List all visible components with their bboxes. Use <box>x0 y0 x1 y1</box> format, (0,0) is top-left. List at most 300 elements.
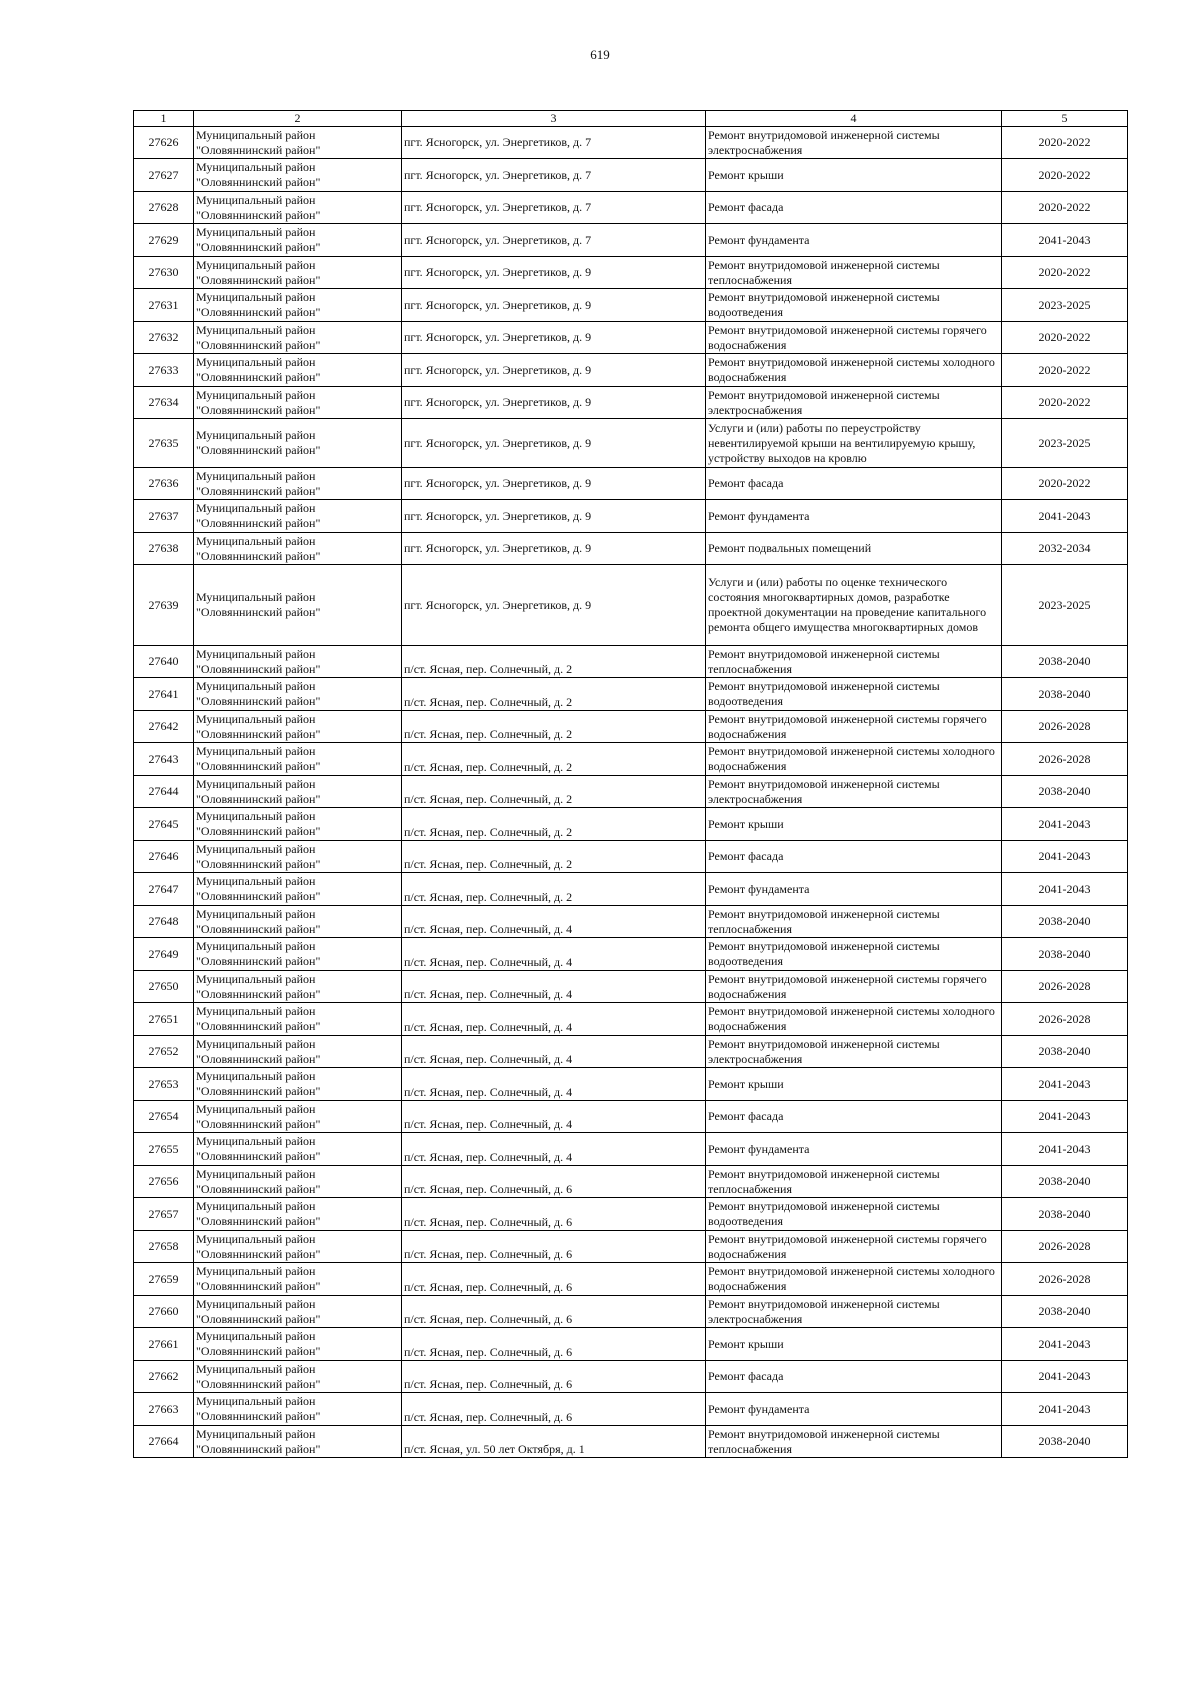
row-number: 27657 <box>134 1198 194 1231</box>
municipality-line: "Оловяннинский район" <box>196 142 321 157</box>
municipality-line: "Оловяннинский район" <box>196 175 321 189</box>
work-type-cell: Ремонт внутридомовой инженерной системы горячего водоснабжения <box>706 1231 1002 1263</box>
municipality-cell <box>194 678 402 711</box>
municipality-cell <box>194 1231 402 1263</box>
row-number: 27633 <box>134 354 194 387</box>
municipality-line: "Оловяннинский район" <box>196 759 321 773</box>
work-type-cell: Ремонт внутридомовой инженерной системы холодного водоснабжения <box>706 1003 1002 1036</box>
address-cell: п/ст. Ясная, пер. Солнечный, д. 4 <box>402 1068 706 1101</box>
row-number: 27627 <box>134 159 194 192</box>
table-row <box>134 1426 1128 1458</box>
period-cell: 2020-2022 <box>1002 257 1128 289</box>
municipality-line: Муниципальный район <box>196 590 316 604</box>
municipality-cell <box>194 938 402 971</box>
work-type-cell: Ремонт фундамента <box>706 873 1002 906</box>
municipality-cell <box>194 1133 402 1166</box>
header-col-1: 1 <box>134 111 194 127</box>
municipality-cell <box>194 808 402 841</box>
municipality-cell <box>194 289 402 322</box>
table-row <box>134 257 1128 289</box>
row-number: 27649 <box>134 938 194 971</box>
municipality-line: "Оловяннинский район" <box>196 856 321 871</box>
period-cell: 2041-2043 <box>1002 1068 1128 1101</box>
municipality-line: "Оловяннинский район" <box>196 1344 321 1358</box>
work-type-cell: Ремонт внутридомовой инженерной системы электроснабжения <box>706 776 1002 808</box>
address-cell: п/ст. Ясная, пер. Солнечный, д. 6 <box>402 1166 706 1198</box>
table-row <box>134 743 1128 776</box>
municipality-cell <box>194 192 402 224</box>
period-cell: 2023-2025 <box>1002 419 1128 468</box>
work-type-cell: Ремонт фундамента <box>706 224 1002 257</box>
municipality-line: Муниципальный район <box>196 428 316 442</box>
municipality-line: Муниципальный район <box>196 127 316 142</box>
table-row <box>134 565 1128 646</box>
table-body <box>134 127 1128 1458</box>
period-cell: 2038-2040 <box>1002 1426 1128 1458</box>
municipality-cell <box>194 354 402 387</box>
period-cell: 2038-2040 <box>1002 1296 1128 1328</box>
period-cell: 2038-2040 <box>1002 678 1128 711</box>
work-type-cell: Ремонт внутридомовой инженерной системы электроснабжения <box>706 1036 1002 1068</box>
municipality-line: "Оловяннинский район" <box>196 921 321 936</box>
table-row <box>134 808 1128 841</box>
address-cell: п/ст. Ясная, пер. Солнечный, д. 2 <box>402 678 706 711</box>
address-cell: пгт. Ясногорск, ул. Энергетиков, д. 7 <box>402 159 706 192</box>
table-row <box>134 1003 1128 1036</box>
municipality-cell <box>194 533 402 565</box>
work-type-cell: Ремонт внутридомовой инженерной системы теплоснабжения <box>706 257 1002 289</box>
row-number: 27645 <box>134 808 194 841</box>
municipality-cell <box>194 906 402 938</box>
municipality-cell <box>194 1426 402 1458</box>
period-cell: 2026-2028 <box>1002 971 1128 1003</box>
municipality-line: Муниципальный район <box>196 1036 316 1051</box>
address-cell: п/ст. Ясная, пер. Солнечный, д. 6 <box>402 1361 706 1393</box>
municipality-line: "Оловяннинский район" <box>196 1246 321 1261</box>
municipality-line: Муниципальный район <box>196 841 316 856</box>
municipality-line: "Оловяннинский район" <box>196 1214 321 1228</box>
work-type-cell: Ремонт фасада <box>706 1361 1002 1393</box>
municipality-line: "Оловяннинский район" <box>196 986 321 1001</box>
municipality-cell <box>194 873 402 906</box>
row-number: 27646 <box>134 841 194 873</box>
municipality-cell <box>194 646 402 678</box>
municipality-line: Муниципальный район <box>196 290 316 304</box>
municipality-cell <box>194 224 402 257</box>
municipality-cell <box>194 711 402 743</box>
row-number: 27663 <box>134 1393 194 1426</box>
period-cell: 2041-2043 <box>1002 1361 1128 1393</box>
work-type-cell: Ремонт внутридомовой инженерной системы водоотведения <box>706 678 1002 711</box>
address-cell: пгт. Ясногорск, ул. Энергетиков, д. 9 <box>402 387 706 419</box>
work-type-cell: Ремонт фасада <box>706 468 1002 500</box>
row-number: 27650 <box>134 971 194 1003</box>
table-row <box>134 127 1128 159</box>
work-type-cell: Ремонт внутридомовой инженерной системы теплоснабжения <box>706 1166 1002 1198</box>
municipality-line: Муниципальный район <box>196 322 316 337</box>
row-number: 27637 <box>134 500 194 533</box>
municipality-line: "Оловяннинский район" <box>196 1409 321 1423</box>
table-row <box>134 873 1128 906</box>
work-type-cell: Ремонт внутридомовой инженерной системы холодного водоснабжения <box>706 354 1002 387</box>
address-cell: п/ст. Ясная, пер. Солнечный, д. 4 <box>402 1101 706 1133</box>
row-number: 27628 <box>134 192 194 224</box>
table-row <box>134 776 1128 808</box>
table-row <box>134 322 1128 354</box>
table-row <box>134 500 1128 533</box>
address-cell: пгт. Ясногорск, ул. Энергетиков, д. 7 <box>402 192 706 224</box>
work-type-cell: Ремонт внутридомовой инженерной системы электроснабжения <box>706 1296 1002 1328</box>
municipality-cell <box>194 776 402 808</box>
municipality-line: "Оловяннинский район" <box>196 516 321 530</box>
row-number: 27651 <box>134 1003 194 1036</box>
table-row <box>134 1101 1128 1133</box>
municipality-cell <box>194 1263 402 1296</box>
municipality-line: Муниципальный район <box>196 501 316 515</box>
municipality-cell <box>194 257 402 289</box>
table-row <box>134 354 1128 387</box>
row-number: 27647 <box>134 873 194 906</box>
municipality-line: "Оловяннинский район" <box>196 1116 321 1131</box>
period-cell: 2041-2043 <box>1002 1133 1128 1166</box>
row-number: 27632 <box>134 322 194 354</box>
municipality-line: Муниципальный район <box>196 1166 316 1181</box>
municipality-line: Муниципальный район <box>196 1264 316 1278</box>
address-cell: пгт. Ясногорск, ул. Энергетиков, д. 9 <box>402 468 706 500</box>
municipality-line: "Оловяннинский район" <box>196 443 321 457</box>
row-number: 27664 <box>134 1426 194 1458</box>
address-cell: п/ст. Ясная, пер. Солнечный, д. 4 <box>402 1003 706 1036</box>
table-row <box>134 1361 1128 1393</box>
address-cell: п/ст. Ясная, пер. Солнечный, д. 2 <box>402 808 706 841</box>
municipality-line: Муниципальный район <box>196 160 316 174</box>
municipality-line: "Оловяннинский район" <box>196 483 321 498</box>
municipality-line: Муниципальный район <box>196 939 316 953</box>
table-row <box>134 533 1128 565</box>
row-number: 27652 <box>134 1036 194 1068</box>
period-cell: 2020-2022 <box>1002 387 1128 419</box>
period-cell: 2038-2040 <box>1002 938 1128 971</box>
row-number: 27660 <box>134 1296 194 1328</box>
municipality-cell <box>194 1296 402 1328</box>
municipality-cell <box>194 1361 402 1393</box>
row-number: 27634 <box>134 387 194 419</box>
row-number: 27656 <box>134 1166 194 1198</box>
row-number: 27654 <box>134 1101 194 1133</box>
address-cell: пгт. Ясногорск, ул. Энергетиков, д. 9 <box>402 289 706 322</box>
municipality-cell <box>194 468 402 500</box>
address-cell: п/ст. Ясная, пер. Солнечный, д. 6 <box>402 1231 706 1263</box>
municipality-line: "Оловяннинский район" <box>196 402 321 417</box>
municipality-line: "Оловяннинский район" <box>196 1149 321 1163</box>
address-cell: п/ст. Ясная, пер. Солнечный, д. 4 <box>402 906 706 938</box>
period-cell: 2026-2028 <box>1002 743 1128 776</box>
period-cell: 2041-2043 <box>1002 808 1128 841</box>
period-cell: 2020-2022 <box>1002 127 1128 159</box>
municipality-line: Муниципальный район <box>196 971 316 986</box>
work-type-cell: Ремонт крыши <box>706 159 1002 192</box>
period-cell: 2038-2040 <box>1002 776 1128 808</box>
row-number: 27638 <box>134 533 194 565</box>
municipality-line: "Оловяннинский район" <box>196 1441 321 1456</box>
municipality-line: Муниципальный район <box>196 355 316 369</box>
address-cell: п/ст. Ясная, пер. Солнечный, д. 6 <box>402 1393 706 1426</box>
table-row <box>134 1036 1128 1068</box>
table-row <box>134 1198 1128 1231</box>
address-cell: п/ст. Ясная, пер. Солнечный, д. 2 <box>402 743 706 776</box>
header-col-3: 3 <box>402 111 706 127</box>
address-cell: пгт. Ясногорск, ул. Энергетиков, д. 9 <box>402 257 706 289</box>
municipality-line: Муниципальный район <box>196 1004 316 1018</box>
period-cell: 2038-2040 <box>1002 1166 1128 1198</box>
municipality-cell <box>194 841 402 873</box>
municipality-cell <box>194 1003 402 1036</box>
period-cell: 2038-2040 <box>1002 646 1128 678</box>
address-cell: п/ст. Ясная, пер. Солнечный, д. 2 <box>402 776 706 808</box>
table-header <box>134 111 1128 127</box>
municipality-line: "Оловяннинский район" <box>196 1019 321 1033</box>
address-cell: пгт. Ясногорск, ул. Энергетиков, д. 9 <box>402 565 706 646</box>
municipality-line: Муниципальный район <box>196 1134 316 1148</box>
table-row <box>134 906 1128 938</box>
municipality-cell <box>194 322 402 354</box>
municipality-cell <box>194 1198 402 1231</box>
work-type-cell: Ремонт внутридомовой инженерной системы теплоснабжения <box>706 646 1002 678</box>
municipality-line: Муниципальный район <box>196 1231 316 1246</box>
municipality-cell <box>194 565 402 646</box>
municipality-line: "Оловяннинский район" <box>196 889 321 903</box>
table-row <box>134 192 1128 224</box>
municipality-line: "Оловяннинский район" <box>196 824 321 838</box>
municipality-line: Муниципальный район <box>196 533 316 548</box>
work-type-cell: Ремонт фундамента <box>706 500 1002 533</box>
address-cell: п/ст. Ясная, пер. Солнечный, д. 2 <box>402 646 706 678</box>
work-type-cell: Ремонт крыши <box>706 808 1002 841</box>
period-cell: 2038-2040 <box>1002 1036 1128 1068</box>
row-number: 27639 <box>134 565 194 646</box>
municipality-cell <box>194 1166 402 1198</box>
address-cell: пгт. Ясногорск, ул. Энергетиков, д. 9 <box>402 500 706 533</box>
period-cell: 2020-2022 <box>1002 192 1128 224</box>
municipality-line: Муниципальный район <box>196 1101 316 1116</box>
address-cell: пгт. Ясногорск, ул. Энергетиков, д. 7 <box>402 127 706 159</box>
table-row <box>134 387 1128 419</box>
municipality-cell <box>194 419 402 468</box>
municipality-cell <box>194 1068 402 1101</box>
work-type-cell: Ремонт внутридомовой инженерной системы холодного водоснабжения <box>706 1263 1002 1296</box>
municipality-cell <box>194 159 402 192</box>
municipality-cell <box>194 971 402 1003</box>
municipality-line: Муниципальный район <box>196 679 316 693</box>
header-col-2: 2 <box>194 111 402 127</box>
table-row <box>134 841 1128 873</box>
period-cell: 2032-2034 <box>1002 533 1128 565</box>
register-table <box>133 110 1128 1458</box>
period-cell: 2041-2043 <box>1002 873 1128 906</box>
row-number: 27641 <box>134 678 194 711</box>
period-cell: 2038-2040 <box>1002 1198 1128 1231</box>
municipality-line: "Оловяннинский район" <box>196 240 321 254</box>
municipality-line: "Оловяннинский район" <box>196 1311 321 1326</box>
municipality-line: "Оловяннинский район" <box>196 370 321 384</box>
table-row <box>134 646 1128 678</box>
work-type-cell: Ремонт внутридомовой инженерной системы водоотведения <box>706 938 1002 971</box>
period-cell: 2026-2028 <box>1002 711 1128 743</box>
municipality-cell <box>194 127 402 159</box>
municipality-line: Муниципальный район <box>196 192 316 207</box>
table-row <box>134 1231 1128 1263</box>
work-type-cell: Ремонт фундамента <box>706 1393 1002 1426</box>
page-number: 619 <box>590 47 610 62</box>
row-number: 27635 <box>134 419 194 468</box>
municipality-line: "Оловяннинский район" <box>196 605 321 619</box>
municipality-line: "Оловяннинский район" <box>196 337 321 352</box>
table-row <box>134 1166 1128 1198</box>
municipality-line: "Оловяннинский район" <box>196 694 321 708</box>
header-col-4: 4 <box>706 111 1002 127</box>
address-cell: п/ст. Ясная, пер. Солнечный, д. 6 <box>402 1198 706 1231</box>
period-cell: 2041-2043 <box>1002 1393 1128 1426</box>
address-cell: пгт. Ясногорск, ул. Энергетиков, д. 9 <box>402 419 706 468</box>
work-type-cell: Ремонт внутридомовой инженерной системы теплоснабжения <box>706 906 1002 938</box>
municipality-line: Муниципальный район <box>196 257 316 272</box>
municipality-line: "Оловяннинский район" <box>196 726 321 741</box>
period-cell: 2041-2043 <box>1002 841 1128 873</box>
period-cell: 2020-2022 <box>1002 322 1128 354</box>
municipality-line: "Оловяннинский район" <box>196 1051 321 1066</box>
address-cell: п/ст. Ясная, пер. Солнечный, д. 4 <box>402 1036 706 1068</box>
municipality-line: Муниципальный район <box>196 1361 316 1376</box>
municipality-line: Муниципальный район <box>196 744 316 758</box>
table-row <box>134 1296 1128 1328</box>
work-type-cell: Ремонт крыши <box>706 1068 1002 1101</box>
table-row <box>134 1263 1128 1296</box>
work-type-cell: Ремонт внутридомовой инженерной системы горячего водоснабжения <box>706 711 1002 743</box>
municipality-cell <box>194 500 402 533</box>
period-cell: 2020-2022 <box>1002 354 1128 387</box>
municipality-cell <box>194 1101 402 1133</box>
period-cell: 2041-2043 <box>1002 1101 1128 1133</box>
address-cell: пгт. Ясногорск, ул. Энергетиков, д. 9 <box>402 354 706 387</box>
row-number: 27659 <box>134 1263 194 1296</box>
work-type-cell: Услуги и (или) работы по переустройству невентилируемой крыши на вентилируемую крышу, устройству выходов на кровлю <box>706 419 1002 468</box>
row-number: 27655 <box>134 1133 194 1166</box>
municipality-line: "Оловяннинский район" <box>196 272 321 287</box>
municipality-line: "Оловяннинский район" <box>196 791 321 806</box>
address-cell: пгт. Ясногорск, ул. Энергетиков, д. 9 <box>402 322 706 354</box>
header-row <box>134 111 1128 127</box>
address-cell: п/ст. Ясная, пер. Солнечный, д. 4 <box>402 971 706 1003</box>
period-cell: 2023-2025 <box>1002 289 1128 322</box>
table-row <box>134 1068 1128 1101</box>
table-row <box>134 1393 1128 1426</box>
municipality-line: "Оловяннинский район" <box>196 661 321 676</box>
period-cell: 2020-2022 <box>1002 468 1128 500</box>
work-type-cell: Ремонт внутридомовой инженерной системы горячего водоснабжения <box>706 971 1002 1003</box>
work-type-cell: Услуги и (или) работы по оценке технического состояния многоквартирных домов, разработке проектной документации на проведение капитального ремонта общего имущества многоквартирных домов <box>706 565 1002 646</box>
municipality-line: "Оловяннинский район" <box>196 1181 321 1196</box>
address-cell: пгт. Ясногорск, ул. Энергетиков, д. 9 <box>402 533 706 565</box>
table-row <box>134 678 1128 711</box>
period-cell: 2026-2028 <box>1002 1003 1128 1036</box>
municipality-line: Муниципальный район <box>196 809 316 823</box>
row-number: 27631 <box>134 289 194 322</box>
table-row <box>134 289 1128 322</box>
work-type-cell: Ремонт фасада <box>706 841 1002 873</box>
municipality-line: Муниципальный район <box>196 387 316 402</box>
work-type-cell: Ремонт фасада <box>706 1101 1002 1133</box>
table-row <box>134 468 1128 500</box>
period-cell: 2041-2043 <box>1002 500 1128 533</box>
row-number: 27642 <box>134 711 194 743</box>
municipality-line: Муниципальный район <box>196 468 316 483</box>
work-type-cell: Ремонт крыши <box>706 1328 1002 1361</box>
municipality-line: Муниципальный район <box>196 1199 316 1213</box>
municipality-line: Муниципальный район <box>196 1296 316 1311</box>
address-cell: п/ст. Ясная, пер. Солнечный, д. 4 <box>402 1133 706 1166</box>
row-number: 27626 <box>134 127 194 159</box>
address-cell: п/ст. Ясная, пер. Солнечный, д. 2 <box>402 841 706 873</box>
period-cell: 2023-2025 <box>1002 565 1128 646</box>
row-number: 27629 <box>134 224 194 257</box>
work-type-cell: Ремонт внутридомовой инженерной системы горячего водоснабжения <box>706 322 1002 354</box>
municipality-cell <box>194 1393 402 1426</box>
row-number: 27653 <box>134 1068 194 1101</box>
row-number: 27643 <box>134 743 194 776</box>
municipality-line: Муниципальный район <box>196 711 316 726</box>
work-type-cell: Ремонт внутридомовой инженерной системы электроснабжения <box>706 127 1002 159</box>
municipality-line: Муниципальный район <box>196 906 316 921</box>
row-number: 27662 <box>134 1361 194 1393</box>
municipality-cell <box>194 743 402 776</box>
municipality-line: "Оловяннинский район" <box>196 1376 321 1391</box>
municipality-line: "Оловяннинский район" <box>196 1279 321 1293</box>
row-number: 27661 <box>134 1328 194 1361</box>
address-cell: п/ст. Ясная, пер. Солнечный, д. 2 <box>402 711 706 743</box>
table-row <box>134 711 1128 743</box>
work-type-cell: Ремонт подвальных помещений <box>706 533 1002 565</box>
municipality-line: Муниципальный район <box>196 1394 316 1408</box>
municipality-line: "Оловяннинский район" <box>196 207 321 222</box>
municipality-line: "Оловяннинский район" <box>196 548 321 563</box>
municipality-line: Муниципальный район <box>196 1329 316 1343</box>
municipality-line: "Оловяннинский район" <box>196 305 321 319</box>
municipality-cell <box>194 387 402 419</box>
address-cell: п/ст. Ясная, пер. Солнечный, д. 2 <box>402 873 706 906</box>
address-cell: п/ст. Ясная, пер. Солнечный, д. 6 <box>402 1263 706 1296</box>
work-type-cell: Ремонт внутридомовой инженерной системы холодного водоснабжения <box>706 743 1002 776</box>
period-cell: 2026-2028 <box>1002 1263 1128 1296</box>
municipality-line: Муниципальный район <box>196 1426 316 1441</box>
work-type-cell: Ремонт внутридомовой инженерной системы электроснабжения <box>706 387 1002 419</box>
work-type-cell: Ремонт внутридомовой инженерной системы водоотведения <box>706 1198 1002 1231</box>
period-cell: 2038-2040 <box>1002 906 1128 938</box>
table-row <box>134 1328 1128 1361</box>
table-row <box>134 159 1128 192</box>
row-number: 27630 <box>134 257 194 289</box>
row-number: 27644 <box>134 776 194 808</box>
period-cell: 2026-2028 <box>1002 1231 1128 1263</box>
address-cell: п/ст. Ясная, пер. Солнечный, д. 6 <box>402 1296 706 1328</box>
table-row <box>134 971 1128 1003</box>
address-cell: п/ст. Ясная, пер. Солнечный, д. 4 <box>402 938 706 971</box>
municipality-line: "Оловяннинский район" <box>196 954 321 968</box>
work-type-cell: Ремонт внутридомовой инженерной системы водоотведения <box>706 289 1002 322</box>
work-type-cell: Ремонт фасада <box>706 192 1002 224</box>
municipality-line: Муниципальный район <box>196 1069 316 1083</box>
period-cell: 2041-2043 <box>1002 224 1128 257</box>
municipality-line: Муниципальный район <box>196 776 316 791</box>
